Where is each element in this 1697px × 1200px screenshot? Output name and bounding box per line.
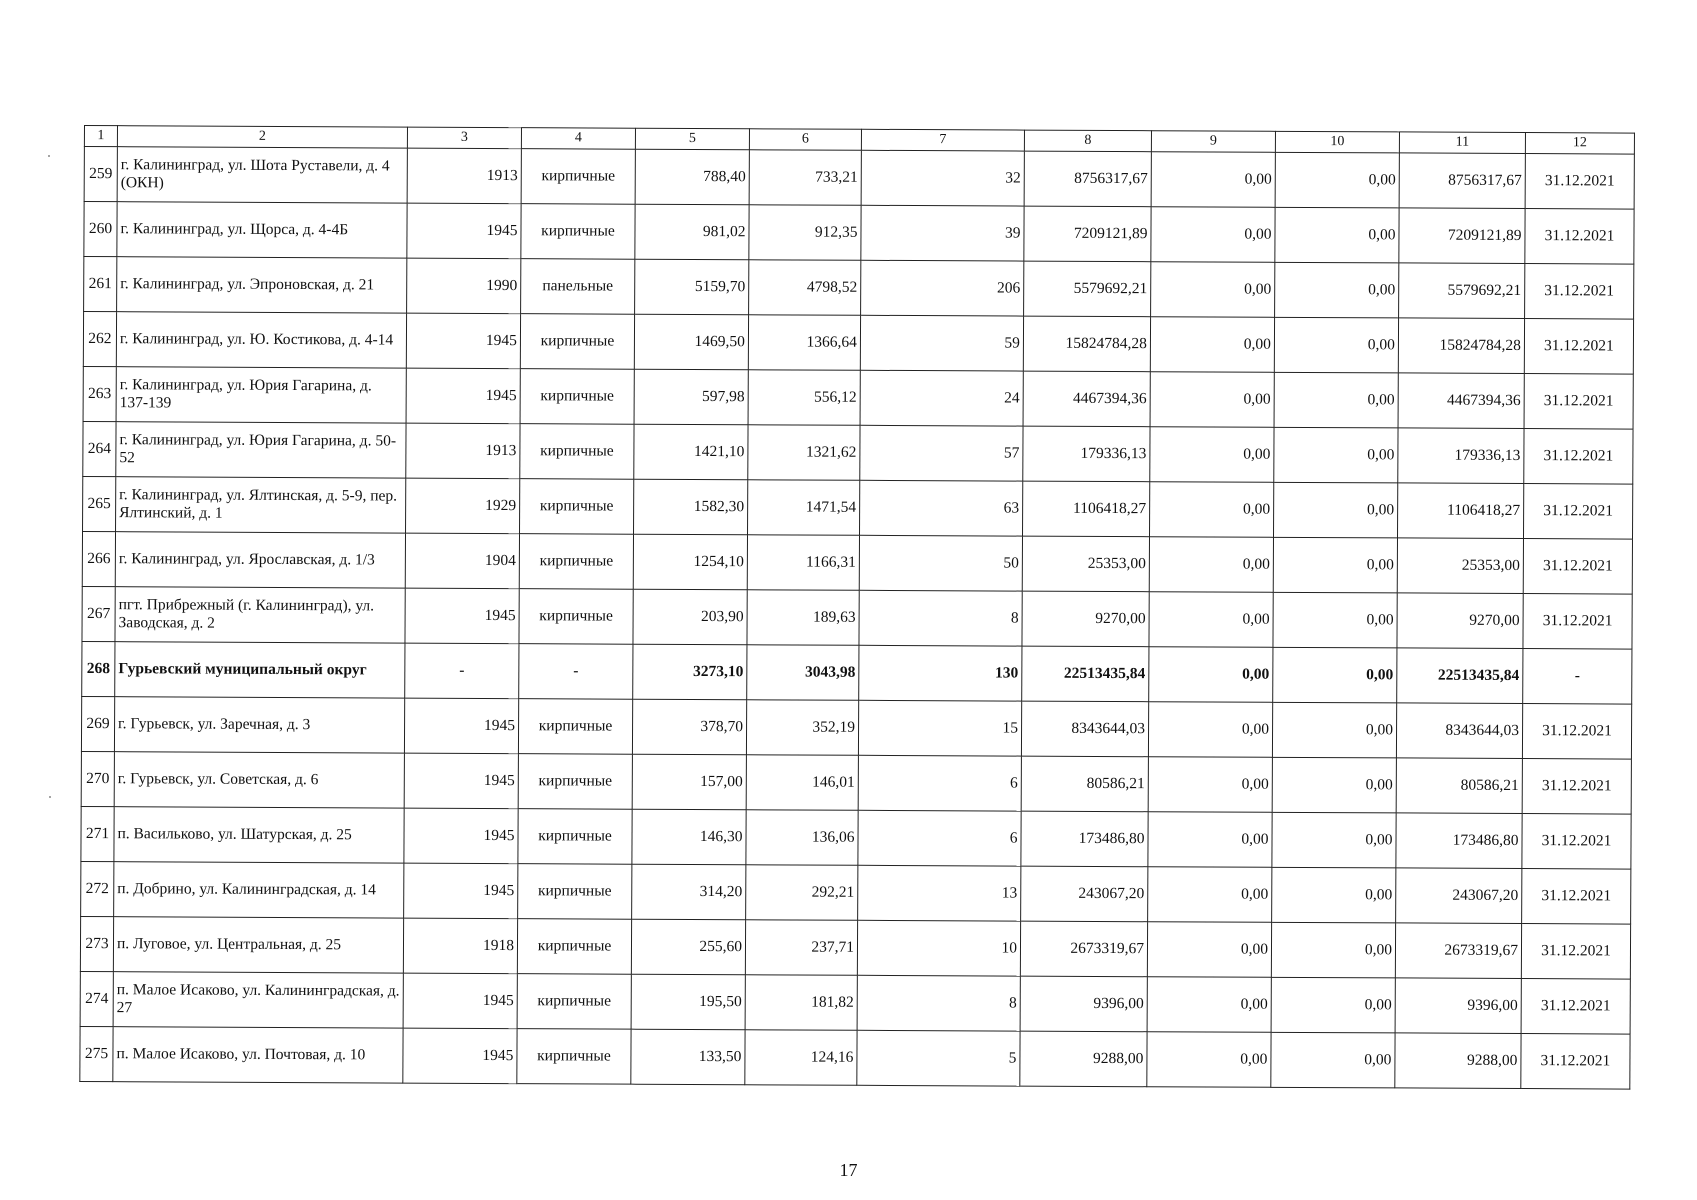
date-cell: 31.12.2021 xyxy=(1523,594,1632,650)
col7-value-cell: 24 xyxy=(860,370,1023,426)
col9-value-cell: 0,00 xyxy=(1150,427,1274,483)
col7-value-cell: 39 xyxy=(861,205,1024,261)
col10-value-cell: 0,00 xyxy=(1273,647,1397,703)
col5-value-cell: 5159,70 xyxy=(635,259,749,315)
col9-value-cell: 0,00 xyxy=(1149,592,1273,648)
year-built-cell: 1945 xyxy=(404,808,518,864)
date-cell: 31.12.2021 xyxy=(1521,924,1630,980)
address-cell: пгт. Прибрежный (г. Калининград), ул. Заводская, д. 2 xyxy=(115,587,405,643)
col5-value-cell: 981,02 xyxy=(635,204,749,260)
date-cell: 31.12.2021 xyxy=(1523,539,1632,595)
scan-speck xyxy=(48,155,50,157)
address-cell: Гурьевский муниципальный округ xyxy=(115,642,405,698)
col11-value-cell: 2673319,67 xyxy=(1395,923,1521,979)
wall-material-cell: кирпичные xyxy=(518,864,632,920)
col8-value-cell: 1106418,27 xyxy=(1023,481,1150,537)
column-number-cell: 1 xyxy=(84,126,117,147)
col6-value-cell: 556,12 xyxy=(748,370,860,426)
wall-material-cell: панельные xyxy=(521,259,635,315)
col7-value-cell: 15 xyxy=(858,700,1021,756)
address-cell: п. Малое Исаково, ул. Калининградская, д. 27 xyxy=(113,972,403,1028)
col6-value-cell: 4798,52 xyxy=(749,260,861,316)
table-row xyxy=(81,751,1631,814)
col7-value-cell: 6 xyxy=(858,810,1021,866)
col9-value-cell: 0,00 xyxy=(1151,152,1275,208)
col5-value-cell: 146,30 xyxy=(632,809,746,865)
year-built-cell: 1913 xyxy=(406,423,520,479)
col6-value-cell: 912,35 xyxy=(749,205,861,261)
date-cell: 31.12.2021 xyxy=(1522,759,1631,815)
col11-value-cell: 4467394,36 xyxy=(1398,373,1524,429)
row-number-cell: 268 xyxy=(82,641,115,696)
col11-value-cell: 9270,00 xyxy=(1397,593,1523,649)
column-number-cell: 2 xyxy=(117,126,407,148)
table-row xyxy=(82,586,1632,649)
col11-value-cell: 173486,80 xyxy=(1396,813,1522,869)
date-cell: 31.12.2021 xyxy=(1521,1034,1630,1090)
col6-value-cell: 124,16 xyxy=(745,1030,857,1086)
date-cell: 31.12.2021 xyxy=(1525,154,1634,210)
col8-value-cell: 173486,80 xyxy=(1021,811,1148,867)
row-number-cell: 274 xyxy=(80,971,113,1026)
year-built-cell: 1945 xyxy=(405,588,519,644)
address-cell: г. Калининград, ул. Эпроновская, д. 21 xyxy=(117,257,407,313)
col9-value-cell: 0,00 xyxy=(1148,812,1272,868)
table-row xyxy=(80,971,1630,1034)
address-cell: г. Калининград, ул. Юрия Гагарина, д. 50-52 xyxy=(116,422,406,478)
col6-value-cell: 733,21 xyxy=(749,150,861,206)
row-number-cell: 259 xyxy=(84,147,117,202)
col10-value-cell: 0,00 xyxy=(1272,812,1396,868)
col9-value-cell: 0,00 xyxy=(1149,647,1273,703)
address-cell: г. Калининград, ул. Ялтинская, д. 5-9, пер. Ялтинский, д. 1 xyxy=(116,477,406,533)
col5-value-cell: 255,60 xyxy=(631,919,745,975)
date-cell: 31.12.2021 xyxy=(1522,869,1631,925)
col6-value-cell: 3043,98 xyxy=(747,645,859,701)
address-cell: г. Калининград, ул. Ярославская, д. 1/3 xyxy=(115,532,405,588)
col5-value-cell: 1254,10 xyxy=(633,534,747,590)
col10-value-cell: 0,00 xyxy=(1272,702,1396,758)
col6-value-cell: 1166,31 xyxy=(747,535,859,591)
col7-value-cell: 6 xyxy=(858,755,1021,811)
col11-value-cell: 8756317,67 xyxy=(1399,153,1525,209)
date-cell: 31.12.2021 xyxy=(1522,814,1631,870)
col8-value-cell: 5579692,21 xyxy=(1024,261,1151,317)
col8-value-cell: 8756317,67 xyxy=(1024,151,1151,207)
col7-value-cell: 63 xyxy=(860,480,1023,536)
year-built-cell: 1945 xyxy=(404,863,518,919)
column-number-cell: 10 xyxy=(1275,131,1399,153)
col8-value-cell: 8343644,03 xyxy=(1021,701,1148,757)
col6-value-cell: 292,21 xyxy=(746,865,858,921)
col5-value-cell: 597,98 xyxy=(634,369,748,425)
row-number-cell: 271 xyxy=(81,806,114,861)
date-cell: 31.12.2021 xyxy=(1521,979,1630,1035)
col7-value-cell: 32 xyxy=(861,150,1024,206)
row-number-cell: 265 xyxy=(83,476,116,531)
year-built-cell: 1945 xyxy=(404,698,518,754)
address-cell: г. Калининград, ул. Юрия Гагарина, д. 137-139 xyxy=(116,367,406,423)
col8-value-cell: 9396,00 xyxy=(1020,976,1147,1032)
col9-value-cell: 0,00 xyxy=(1150,317,1274,373)
col11-value-cell: 1106418,27 xyxy=(1397,483,1523,539)
table-row xyxy=(84,202,1634,265)
col10-value-cell: 0,00 xyxy=(1271,1032,1395,1088)
col8-value-cell: 25353,00 xyxy=(1022,536,1149,592)
col6-value-cell: 1471,54 xyxy=(748,480,860,536)
col6-value-cell: 352,19 xyxy=(746,700,858,756)
row-number-cell: 262 xyxy=(83,312,116,367)
date-cell: 31.12.2021 xyxy=(1524,374,1633,430)
row-number-cell: 272 xyxy=(81,861,114,916)
row-number-cell: 266 xyxy=(82,531,115,586)
wall-material-cell: кирпичные xyxy=(518,754,632,810)
col10-value-cell: 0,00 xyxy=(1273,592,1397,648)
address-cell: г. Гурьевск, ул. Советская, д. 6 xyxy=(114,752,404,808)
address-cell: г. Калининград, ул. Ю. Костикова, д. 4-14 xyxy=(116,312,406,368)
col8-value-cell: 80586,21 xyxy=(1021,756,1148,812)
wall-material-cell: кирпичные xyxy=(517,919,631,975)
col10-value-cell: 0,00 xyxy=(1275,262,1399,318)
col5-value-cell: 195,50 xyxy=(631,974,745,1030)
wall-material-cell: кирпичные xyxy=(520,314,634,370)
col11-value-cell: 22513435,84 xyxy=(1397,648,1523,704)
col5-value-cell: 1469,50 xyxy=(634,314,748,370)
date-cell: 31.12.2021 xyxy=(1525,264,1634,320)
col7-value-cell: 50 xyxy=(859,535,1022,591)
column-number-cell: 3 xyxy=(407,127,521,149)
year-built-cell: 1945 xyxy=(406,368,520,424)
col11-value-cell: 179336,13 xyxy=(1398,428,1524,484)
col6-value-cell: 146,01 xyxy=(746,755,858,811)
table-row xyxy=(84,257,1634,320)
col6-value-cell: 237,71 xyxy=(745,920,857,976)
column-number-cell: 9 xyxy=(1151,131,1275,153)
col10-value-cell: 0,00 xyxy=(1273,537,1397,593)
col9-value-cell: 0,00 xyxy=(1148,757,1272,813)
col8-value-cell: 2673319,67 xyxy=(1020,921,1147,977)
table-body xyxy=(80,126,1635,1090)
housing-register-table xyxy=(79,125,1635,1090)
col7-value-cell: 10 xyxy=(857,920,1020,976)
col7-value-cell: 8 xyxy=(859,590,1022,646)
col5-value-cell: 1582,30 xyxy=(634,479,748,535)
year-built-cell: 1918 xyxy=(403,918,517,974)
table-row xyxy=(80,916,1630,979)
date-cell: 31.12.2021 xyxy=(1523,484,1632,540)
col7-value-cell: 59 xyxy=(860,315,1023,371)
row-number-cell: 267 xyxy=(82,586,115,641)
col9-value-cell: 0,00 xyxy=(1150,372,1274,428)
year-built-cell: 1945 xyxy=(404,753,518,809)
wall-material-cell: кирпичные xyxy=(518,699,632,755)
wall-material-cell: кирпичные xyxy=(520,424,634,480)
year-built-cell: 1945 xyxy=(403,973,517,1029)
col8-value-cell: 179336,13 xyxy=(1023,426,1150,482)
column-number-cell: 6 xyxy=(749,129,861,151)
col8-value-cell: 4467394,36 xyxy=(1023,371,1150,427)
column-number-cell: 7 xyxy=(861,129,1024,151)
year-built-cell: 1929 xyxy=(406,478,520,534)
col10-value-cell: 0,00 xyxy=(1271,977,1395,1033)
col5-value-cell: 378,70 xyxy=(632,699,746,755)
row-number-cell: 263 xyxy=(83,366,116,421)
column-number-cell: 5 xyxy=(635,128,749,150)
col9-value-cell: 0,00 xyxy=(1147,922,1271,978)
column-number-cell: 4 xyxy=(521,128,635,150)
date-cell: 31.12.2021 xyxy=(1524,429,1633,485)
date-cell: 31.12.2021 xyxy=(1524,319,1633,375)
table-row xyxy=(83,312,1633,375)
date-cell: 31.12.2021 xyxy=(1522,704,1631,760)
wall-material-cell: кирпичные xyxy=(520,369,634,425)
address-cell: г. Калининград, ул. Шота Руставели, д. 4 (ОКН) xyxy=(117,147,407,203)
wall-material-cell: кирпичные xyxy=(520,479,634,535)
table-row xyxy=(84,147,1634,210)
row-number-cell: 270 xyxy=(81,751,114,806)
col9-value-cell: 0,00 xyxy=(1151,262,1275,318)
col6-value-cell: 189,63 xyxy=(747,590,859,646)
col11-value-cell: 9396,00 xyxy=(1395,978,1521,1034)
year-built-cell: 1945 xyxy=(407,203,521,259)
year-built-cell: 1904 xyxy=(405,533,519,589)
col8-value-cell: 9270,00 xyxy=(1022,591,1149,647)
col10-value-cell: 0,00 xyxy=(1275,207,1399,263)
column-number-cell: 12 xyxy=(1525,133,1634,155)
wall-material-cell: - xyxy=(519,644,633,700)
column-number-cell: 8 xyxy=(1024,130,1151,152)
wall-material-cell: кирпичные xyxy=(518,809,632,865)
table-row xyxy=(82,531,1632,594)
col7-value-cell: 5 xyxy=(857,1030,1020,1086)
address-cell: п. Малое Исаково, ул. Почтовая, д. 10 xyxy=(113,1027,403,1083)
wall-material-cell: кирпичные xyxy=(517,1029,631,1085)
wall-material-cell: кирпичные xyxy=(521,204,635,260)
col9-value-cell: 0,00 xyxy=(1148,702,1272,758)
col9-value-cell: 0,00 xyxy=(1149,537,1273,593)
table-row xyxy=(81,861,1631,924)
table-row xyxy=(81,696,1631,759)
row-number-cell: 264 xyxy=(83,421,116,476)
date-cell: - xyxy=(1523,649,1632,705)
col7-value-cell: 206 xyxy=(861,260,1024,316)
col5-value-cell: 1421,10 xyxy=(634,424,748,480)
row-number-cell: 275 xyxy=(80,1026,113,1081)
col6-value-cell: 136,06 xyxy=(746,810,858,866)
year-built-cell: 1945 xyxy=(406,313,520,369)
col11-value-cell: 243067,20 xyxy=(1396,868,1522,924)
table-row xyxy=(80,1026,1630,1089)
col8-value-cell: 9288,00 xyxy=(1020,1031,1147,1087)
col7-value-cell: 13 xyxy=(858,865,1021,921)
scan-speck xyxy=(49,796,51,798)
col10-value-cell: 0,00 xyxy=(1274,317,1398,373)
row-number-cell: 261 xyxy=(84,257,117,312)
col5-value-cell: 133,50 xyxy=(631,1029,745,1085)
col6-value-cell: 1366,64 xyxy=(748,315,860,371)
col10-value-cell: 0,00 xyxy=(1274,427,1398,483)
table-row xyxy=(83,366,1633,429)
col9-value-cell: 0,00 xyxy=(1148,867,1272,923)
col5-value-cell: 203,90 xyxy=(633,589,747,645)
wall-material-cell: кирпичные xyxy=(519,534,633,590)
col9-value-cell: 0,00 xyxy=(1147,1032,1271,1088)
col5-value-cell: 3273,10 xyxy=(633,644,747,700)
col8-value-cell: 243067,20 xyxy=(1021,866,1148,922)
wall-material-cell: кирпичные xyxy=(519,589,633,645)
col9-value-cell: 0,00 xyxy=(1147,977,1271,1033)
row-number-cell: 269 xyxy=(81,696,114,751)
col11-value-cell: 9288,00 xyxy=(1395,1033,1521,1089)
wall-material-cell: кирпичные xyxy=(521,149,635,205)
address-cell: п. Луговое, ул. Центральная, д. 25 xyxy=(113,917,403,973)
date-cell: 31.12.2021 xyxy=(1525,209,1634,265)
table-row-district-total xyxy=(82,641,1632,704)
col11-value-cell: 15824784,28 xyxy=(1398,318,1524,374)
table-row xyxy=(83,421,1633,484)
row-number-cell: 273 xyxy=(80,916,113,971)
col7-value-cell: 8 xyxy=(857,975,1020,1031)
col5-value-cell: 157,00 xyxy=(632,754,746,810)
row-number-cell: 260 xyxy=(84,202,117,257)
year-built-cell: 1990 xyxy=(407,258,521,314)
table-row xyxy=(83,476,1633,539)
col8-value-cell: 15824784,28 xyxy=(1023,316,1150,372)
col7-value-cell: 130 xyxy=(859,645,1022,701)
col10-value-cell: 0,00 xyxy=(1274,372,1398,428)
address-cell: п. Васильково, ул. Шатурская, д. 25 xyxy=(114,807,404,863)
col11-value-cell: 7209121,89 xyxy=(1399,208,1525,264)
wall-material-cell: кирпичные xyxy=(517,974,631,1030)
page-number: 17 xyxy=(839,1160,858,1180)
col9-value-cell: 0,00 xyxy=(1150,482,1274,538)
col10-value-cell: 0,00 xyxy=(1275,152,1399,208)
year-built-cell: 1945 xyxy=(403,1028,517,1084)
col5-value-cell: 788,40 xyxy=(635,149,749,205)
col6-value-cell: 181,82 xyxy=(745,975,857,1031)
address-cell: п. Добрино, ул. Калининградская, д. 14 xyxy=(114,862,404,918)
col11-value-cell: 5579692,21 xyxy=(1399,263,1525,319)
col10-value-cell: 0,00 xyxy=(1271,922,1395,978)
col10-value-cell: 0,00 xyxy=(1272,867,1396,923)
col9-value-cell: 0,00 xyxy=(1151,207,1275,263)
col8-value-cell: 22513435,84 xyxy=(1022,646,1149,702)
col7-value-cell: 57 xyxy=(860,425,1023,481)
col6-value-cell: 1321,62 xyxy=(748,425,860,481)
col11-value-cell: 80586,21 xyxy=(1396,758,1522,814)
table-row xyxy=(81,806,1631,869)
address-cell: г. Гурьевск, ул. Заречная, д. 3 xyxy=(114,697,404,753)
col10-value-cell: 0,00 xyxy=(1272,757,1396,813)
column-number-cell: 11 xyxy=(1399,132,1525,154)
col5-value-cell: 314,20 xyxy=(632,864,746,920)
address-cell: г. Калининград, ул. Щорса, д. 4-4Б xyxy=(117,202,407,258)
year-built-cell: - xyxy=(405,643,519,699)
col8-value-cell: 7209121,89 xyxy=(1024,206,1151,262)
col10-value-cell: 0,00 xyxy=(1273,482,1397,538)
col11-value-cell: 25353,00 xyxy=(1397,538,1523,594)
year-built-cell: 1913 xyxy=(407,148,521,204)
col11-value-cell: 8343644,03 xyxy=(1396,703,1522,759)
